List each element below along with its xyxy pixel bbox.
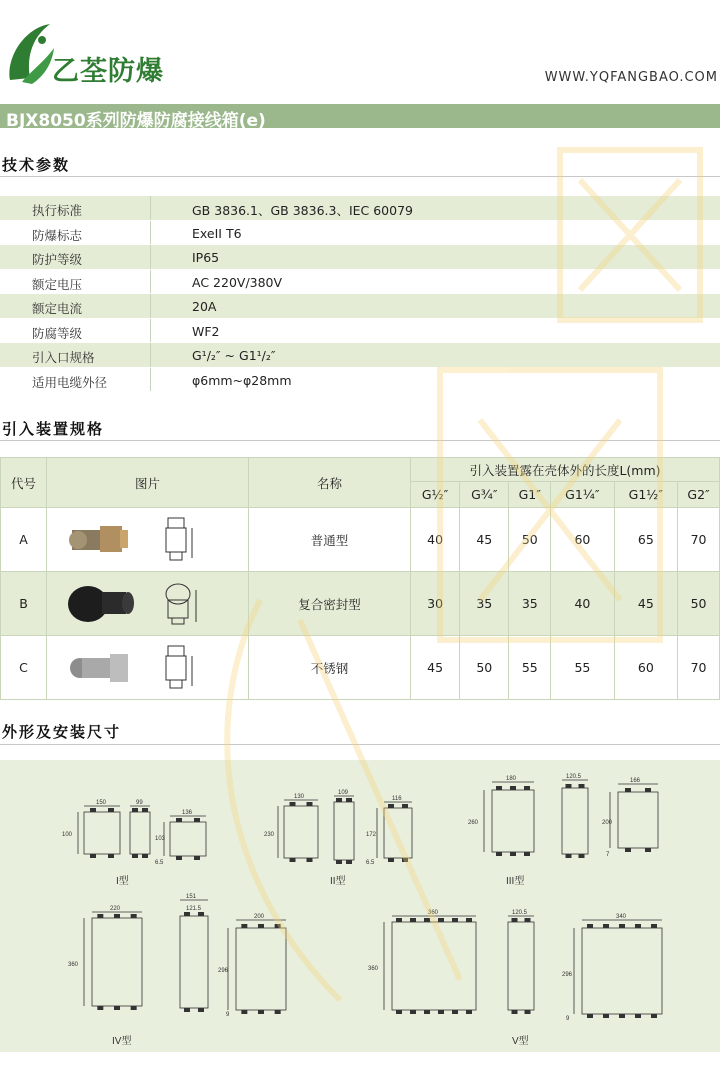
dim-label: 180 [506,776,517,782]
dim-label: 6.5 [155,860,164,866]
row-value: 60 [551,508,614,572]
divider [0,440,720,441]
cable-gland [603,1014,609,1018]
title-band [0,104,720,131]
dim-label: 99 [136,800,143,806]
cable-gland [579,854,585,858]
cable-gland [114,914,120,918]
type3-profile-view [618,792,658,848]
spec-row [0,270,720,295]
spec-row [0,221,720,246]
cable-gland [410,1010,416,1014]
spec-value: AC 220V/380V [192,274,283,290]
size-header: G1″ [509,482,551,508]
dim-label: 9 [226,1012,230,1018]
brass-gland-icon [48,508,248,568]
cable-gland [198,912,204,916]
divider [0,176,720,177]
type-label: I型 [116,876,129,887]
cable-gland [619,1014,625,1018]
spec-row [0,368,720,393]
cable-gland [635,924,641,928]
type2-front-view [284,806,318,858]
cable-gland [97,914,103,918]
dim-label: 340 [616,914,627,920]
size-header: G¾″ [460,482,509,508]
dim-label: 109 [338,790,349,796]
dim-label: 100 [62,832,73,838]
cable-gland [438,918,444,922]
spec-key: 防护等级 [32,252,83,267]
cable-gland [346,798,352,802]
type5-side-view [508,922,534,1010]
divider [0,744,720,745]
gland-picture [47,572,249,636]
cable-gland [466,1010,472,1014]
entry-heading: 引入装置规格 [2,420,105,438]
col-picture: 图片 [47,458,249,508]
cable-gland [402,804,408,808]
col-name: 名称 [249,458,411,508]
dim-label: 360 [368,966,379,972]
cable-gland [645,788,651,792]
size-header: G1¼″ [551,482,614,508]
cable-gland [424,918,430,922]
spec-key: 防爆标志 [32,227,83,243]
cable-gland [525,918,531,922]
cable-gland [194,818,200,822]
cable-gland [496,786,502,790]
spec-value: ExeII T6 [192,225,242,241]
cable-gland [131,1006,137,1010]
cable-gland [108,854,114,858]
row-value: 30 [411,572,460,636]
cable-gland [402,858,408,862]
dim-label: 120.5 [566,774,582,780]
type4-side-view [180,916,208,1008]
cable-gland [396,1010,402,1014]
cable-gland [566,854,572,858]
cable-gland [290,858,296,862]
website-url[interactable]: WWW.YQFANGBAO.COM [544,70,718,85]
row-value: 45 [460,508,509,572]
size-header: G½″ [411,482,460,508]
dimension-drawings-svg [0,760,720,1052]
cable-gland [619,924,625,928]
row-value: 50 [678,572,720,636]
dim-label: 150 [96,800,107,806]
spec-value: WF2 [192,323,220,339]
cable-gland [496,852,502,856]
cable-gland [603,924,609,928]
cable-gland [651,924,657,928]
row-value: 50 [460,636,509,700]
type-label: V型 [512,1036,529,1047]
row-value: 40 [411,508,460,572]
row-name: 不锈钢 [249,636,411,700]
cable-gland [512,1010,518,1014]
row-value: 70 [678,508,720,572]
type1-side-view [130,812,150,854]
cable-gland [452,1010,458,1014]
dim-label: 296 [218,968,229,974]
dim-label: 103 [155,836,166,842]
cable-gland [424,1010,430,1014]
dim-label: 121.5 [186,906,202,912]
table-row [1,636,720,700]
type4-profile-view [236,928,286,1010]
cable-gland [438,1010,444,1014]
cable-gland [512,918,518,922]
cable-gland [625,788,631,792]
type3-side-view [562,788,588,854]
cable-gland [587,924,593,928]
col-group-length: 引入装置露在壳体外的长度L(mm) [411,458,720,482]
spec-key: 防腐等级 [32,325,83,341]
cable-gland [241,924,247,928]
type4-front-view [92,918,142,1006]
brand-name: 乙荃防爆 [52,56,164,87]
type1-front-view [84,812,120,854]
cable-gland [388,858,394,862]
cable-gland [524,786,530,790]
cable-gland [176,818,182,822]
dim-label: 7 [606,852,610,858]
row-code: B [1,572,47,636]
row-value: 65 [614,508,677,572]
cable-gland [524,852,530,856]
row-value: 45 [411,636,460,700]
cable-gland [184,912,190,916]
cable-gland [635,1014,641,1018]
table-row [1,508,720,572]
type-label: II型 [330,876,346,887]
nylon-gland-icon [48,572,248,632]
cable-gland [307,858,313,862]
dim-label: 360 [428,910,439,916]
spec-value: 20A [192,299,217,314]
row-code: C [1,636,47,700]
cable-gland [396,918,402,922]
dim-label: 360 [68,962,79,968]
spec-key: 适用电缆外径 [32,374,108,390]
cable-gland [176,856,182,860]
dim-label: 116 [392,796,402,802]
row-value: 70 [678,636,720,700]
type5-profile-view [582,928,662,1014]
dim-label: 260 [468,820,479,826]
cable-gland [258,1010,264,1014]
row-value: 60 [614,636,677,700]
dim-label: 166 [630,778,641,784]
col-code: 代号 [1,458,47,508]
cable-gland [388,804,394,808]
cable-gland [108,808,114,812]
cable-gland [132,808,138,812]
gland-picture [47,636,249,700]
dimension-drawings [0,760,720,1052]
type-label: III型 [506,876,525,887]
type2-side-view [334,802,354,860]
cable-gland [466,918,472,922]
dim-label: 9 [566,1016,570,1022]
spec-value: GB 3836.1、GB 3836.3、IEC 60079 [192,203,413,218]
spec-key: 额定电流 [32,301,83,316]
cable-gland [275,924,281,928]
spec-key: 执行标准 [32,203,83,218]
cable-gland [258,924,264,928]
cable-gland [275,1010,281,1014]
row-value: 45 [614,572,677,636]
cable-gland [194,856,200,860]
cable-gland [336,860,342,864]
cable-gland [97,1006,103,1010]
cable-gland [452,918,458,922]
cable-gland [132,854,138,858]
dim-label: 200 [602,820,613,826]
spec-row [0,294,720,319]
cable-gland [510,852,516,856]
row-value: 55 [509,636,551,700]
cable-gland [510,786,516,790]
dim-label: 120.5 [512,910,528,916]
spec-row [0,319,720,344]
dim-label: 172 [366,832,377,838]
entry-table [0,457,720,700]
row-value: 55 [551,636,614,700]
spec-value: G¹/₂″ ~ G1¹/₂″ [192,348,276,363]
row-code: A [1,508,47,572]
cable-gland [525,1010,531,1014]
size-header: G1½″ [614,482,677,508]
dim-label: 151 [186,894,197,900]
cable-gland [114,1006,120,1010]
spec-key: 额定电压 [32,276,83,292]
dims-heading: 外形及安装尺寸 [2,723,122,741]
cable-gland [579,784,585,788]
row-name: 复合密封型 [249,572,411,636]
row-value: 35 [509,572,551,636]
dim-label: 230 [264,832,275,838]
table-row [1,572,720,636]
row-value: 35 [460,572,509,636]
cable-gland [90,854,96,858]
type-label: IV型 [112,1036,132,1047]
type3-front-view [492,790,534,852]
cable-gland [142,808,148,812]
cable-gland [336,798,342,802]
row-name: 普通型 [249,508,411,572]
specs-table [0,196,720,392]
cable-gland [90,808,96,812]
cable-gland [241,1010,247,1014]
spec-row [0,343,720,368]
row-value: 40 [551,572,614,636]
dim-label: 200 [254,914,265,920]
cable-gland [346,860,352,864]
dim-label: 136 [182,810,193,816]
cable-gland [651,1014,657,1018]
cable-gland [198,1008,204,1012]
page-header [0,0,720,100]
cable-gland [290,802,296,806]
type1-profile-view [170,822,206,856]
spec-row [0,245,720,270]
gland-picture [47,508,249,572]
cable-gland [645,848,651,852]
type5-front-view [392,922,476,1010]
cable-gland [566,784,572,788]
specs-heading: 技术参数 [2,156,71,174]
spec-key: 引入口规格 [32,350,95,365]
spec-value: φ6mm~φ28mm [192,372,292,388]
cable-gland [184,1008,190,1012]
dim-label: 6.5 [366,860,375,866]
row-value: 50 [509,508,551,572]
size-header: G2″ [678,482,720,508]
dim-label: 130 [294,794,305,800]
type2-profile-view [384,808,412,858]
page-title: BJX8050系列防爆防腐接线箱(e) [6,111,266,131]
spec-row [0,196,720,221]
spec-value: IP65 [192,250,220,265]
cable-gland [307,802,313,806]
steel-gland-icon [48,636,248,696]
cable-gland [410,918,416,922]
cable-gland [142,854,148,858]
dim-label: 296 [562,972,573,978]
cable-gland [587,1014,593,1018]
cable-gland [625,848,631,852]
dim-label: 220 [110,906,121,912]
cable-gland [131,914,137,918]
